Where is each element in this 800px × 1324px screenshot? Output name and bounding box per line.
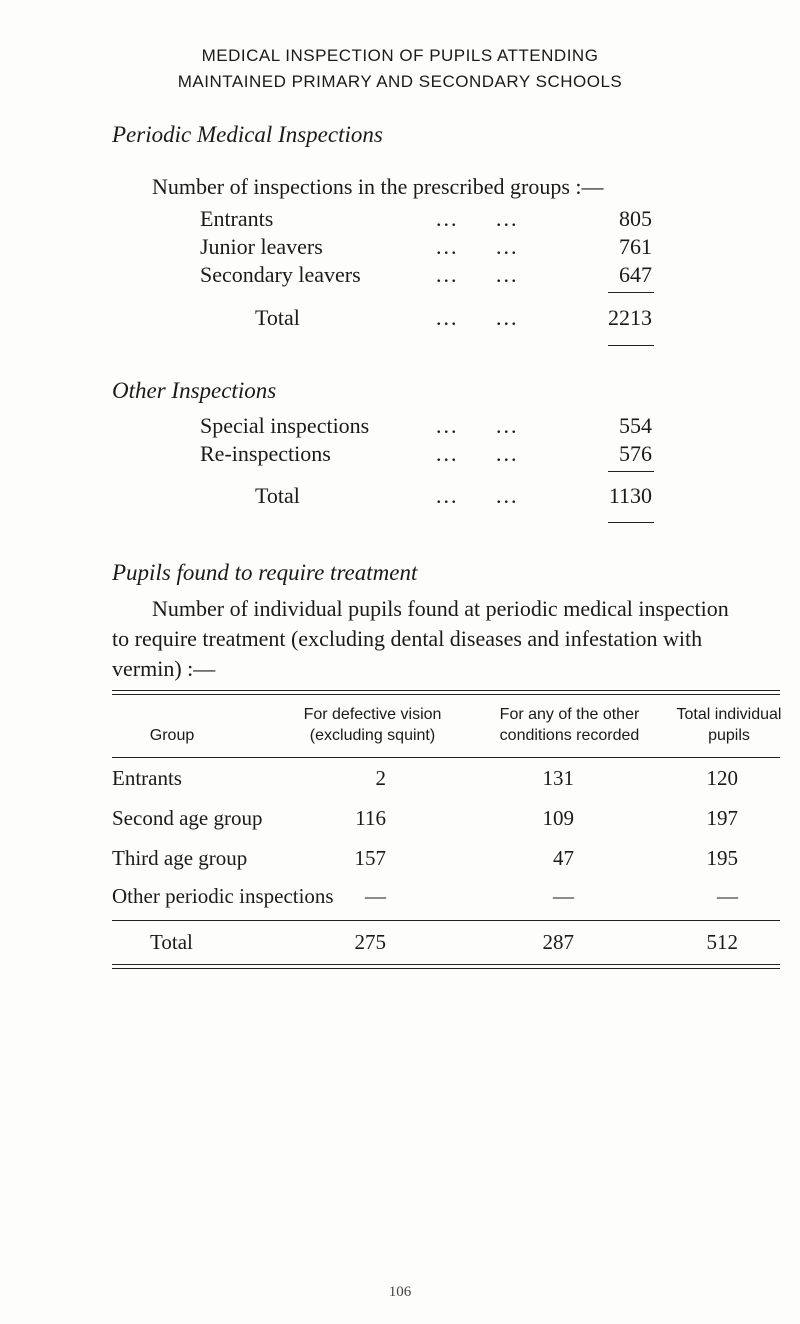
row-other: 109 [542,806,574,830]
table-total-rule [112,920,780,921]
row-vision: 2 [375,766,386,790]
row-total: — [717,884,738,908]
row-group: Entrants [112,766,182,790]
periodic-row-value: 647 [619,262,652,287]
total-rule [608,522,654,523]
row-total: 197 [706,806,738,830]
row-vision: 157 [354,846,386,870]
treatment-paragraph-line-1: Number of individual pupils found at periodic medical inspection [152,596,729,621]
header-vision-line-1: For defective vision [303,706,442,723]
header-total-line-2: pupils [708,727,750,744]
other-total-value: 1130 [608,483,652,508]
header-other-line-2: conditions recorded [499,727,640,744]
periodic-total-label: Total [255,305,300,330]
row-total: 195 [706,846,738,870]
periodic-row-value: 805 [619,206,652,231]
other-row-label: Re-inspections [200,441,331,466]
row-group: Other periodic inspections [112,884,334,908]
other-row-value: 554 [619,413,652,438]
row-vision: — [365,884,386,908]
header-other-line-1: For any of the other [499,706,640,723]
row-other: — [553,884,574,908]
periodic-row-label: Entrants [200,206,274,231]
total-label: Total [150,930,193,954]
page-number: 106 [388,1284,412,1300]
document-heading-line-1: MEDICAL INSPECTION OF PUPILS ATTENDING [201,46,599,65]
periodic-row-label: Secondary leavers [200,262,361,287]
periodic-intro: Number of inspections in the prescribed groups :— [152,174,604,199]
other-total-label: Total [255,483,300,508]
periodic-row-label: Junior leavers [200,234,323,259]
sum-rule [608,471,654,472]
periodic-total-value: 2213 [608,305,652,330]
total-other: 287 [542,930,574,954]
table-top-double-rule [112,694,780,695]
leader-dots: ... ... [436,413,519,438]
table-top-double-rule [112,690,780,691]
total-total: 512 [706,930,738,954]
row-other: 47 [553,846,574,870]
row-group: Second age group [112,806,263,830]
table-bottom-double-rule [112,964,780,965]
leader-dots: ... ... [436,262,519,287]
row-total: 120 [706,766,738,790]
leader-dots: ... ... [436,483,519,508]
table-bottom-double-rule [112,968,780,969]
periodic-section-title: Periodic Medical Inspections [112,122,383,147]
table-header-rule [112,757,780,758]
treatment-paragraph-line-2: to require treatment (excluding dental diseases and infestation with [112,626,703,651]
other-section-title: Other Inspections [112,378,277,403]
treatment-paragraph-line-3: vermin) :— [112,656,216,681]
row-group: Third age group [112,846,248,870]
row-vision: 116 [355,806,386,830]
periodic-row-value: 761 [619,234,652,259]
row-other: 131 [542,766,574,790]
sum-rule [608,292,654,293]
total-vision: 275 [354,930,386,954]
treatment-section-title: Pupils found to require treatment [112,560,418,585]
header-total-line-1: Total individual [676,706,782,723]
leader-dots: ... ... [436,234,519,259]
other-row-label: Special inspections [200,413,370,438]
document-heading-line-2: MAINTAINED PRIMARY AND SECONDARY SCHOOLS [177,72,623,91]
leader-dots: ... ... [436,441,519,466]
leader-dots: ... ... [436,305,519,330]
leader-dots: ... ... [436,206,519,231]
total-rule [608,345,654,346]
header-vision-line-2: (excluding squint) [309,727,436,744]
header-group: Group [149,727,195,744]
other-row-value: 576 [619,441,652,466]
